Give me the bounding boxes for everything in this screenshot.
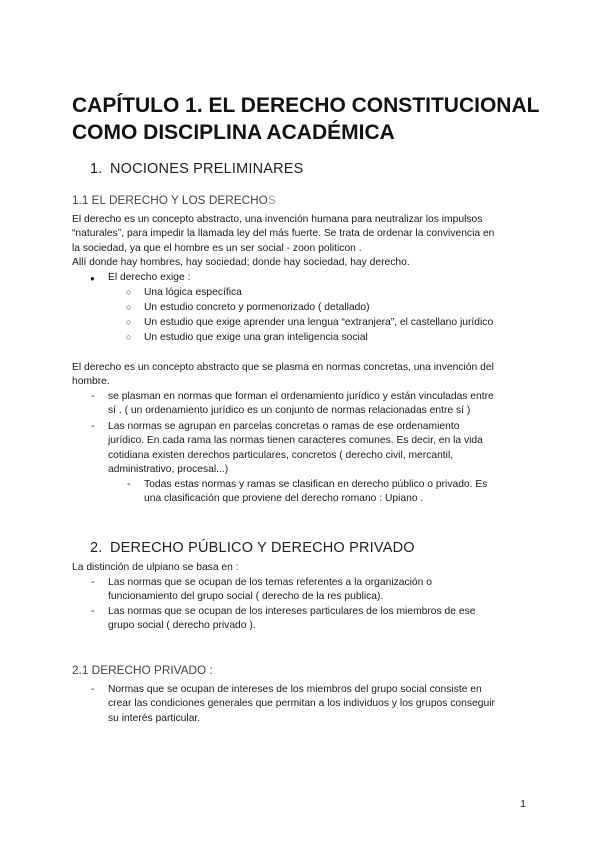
norms-item-1-line: se plasman en normas que forman el ordenamiento jurídico y están vinculadas entre	[108, 391, 494, 402]
classification-line: una clasificación que proviene del derecho romano : Upiano .	[144, 493, 424, 505]
exige-item: Un estudio que exige aprender una lengua “extranjera”, el castellano jurídico	[144, 317, 494, 328]
norms-item-2-line: jurídico. En cada rama las normas tienen caracteres comunes. Es decir, en la vida	[108, 435, 483, 447]
subsection-1-1-title-tail: S	[267, 193, 276, 207]
intro-line: la sociedad, ya que el hombre es un ser social - zoon politicon .	[72, 242, 362, 254]
abstract-paragraph	[72, 361, 534, 390]
norms-item-1-line: sí . ( un ordenamiento jurídico es un conjunto de normas relacionadas entre sí )	[108, 405, 471, 417]
private-law-definition-line: su interés particular.	[108, 712, 201, 724]
subsection-2-1-heading: 2.1 DERECHO PRIVADO :	[72, 663, 213, 677]
private-law-item	[108, 605, 538, 634]
subsection-1-1-title: 1.1 EL DERECHO Y LOS DERECHO	[72, 193, 268, 207]
norms-item-2-line: Las normas se agrupan en parcelas concretas o ramas de ese ordenamiento	[108, 421, 460, 432]
private-law-definition-item	[108, 683, 538, 726]
private-law-definition-line: crear las condiciones generales que permitan a los individuos y los grupos conseguir	[108, 698, 495, 710]
intro-line: El derecho es un concepto abstracto, una invención humana para neutralizar los impulsos	[72, 214, 483, 225]
exige-label: El derecho exige :	[108, 272, 191, 283]
page-number: 1	[520, 798, 526, 810]
private-law-line: Las normas que se ocupan de los intereses particulares de los miembros de ese	[108, 606, 476, 617]
section-2-title: DERECHO PÚBLICO Y DERECHO PRIVADO	[110, 540, 415, 556]
norms-item-2	[108, 420, 538, 478]
public-law-item	[108, 576, 538, 605]
norms-item-2-line: cotidiana existen derechos particulares, concretos ( derecho civil, mercantil,	[108, 449, 454, 461]
dash-marker: -	[91, 577, 95, 588]
sub-bullet-marker: ○	[126, 317, 132, 327]
sub-bullet-marker: ○	[126, 287, 132, 297]
section-1-number: 1.	[90, 161, 103, 177]
sub-bullet-marker: ○	[126, 302, 132, 312]
private-law-definition-line: Normas que se ocupan de intereses de los miembros del grupo social consiste en	[108, 684, 482, 695]
dash-marker: -	[127, 479, 131, 490]
public-law-line: Las normas que se ocupan de los temas referentes a la organización o	[108, 577, 432, 588]
intro-line: “naturales”, para impedir la llamada ley del más fuerte. Se trata de ordenar la convivencia en	[72, 228, 495, 240]
dash-marker: -	[91, 684, 95, 695]
section-2-heading	[90, 540, 415, 556]
classification-line: Todas estas normas y ramas se clasifican en derecho público o privado. Es	[144, 479, 488, 490]
abstract-line: hombre.	[72, 376, 110, 388]
classification-item	[144, 478, 538, 507]
sub-bullet-marker: ○	[126, 332, 132, 342]
section-1-heading	[90, 161, 304, 177]
exige-item: Un estudio concreto y pormenorizado ( detallado)	[144, 302, 370, 313]
dash-marker: -	[91, 606, 95, 617]
dash-marker: -	[91, 391, 95, 402]
section-2-number: 2.	[90, 540, 103, 556]
dash-marker: -	[91, 421, 95, 432]
abstract-line: El derecho es un concepto abstracto que se plasma en normas concretas, una invención del	[72, 362, 494, 373]
bullet-marker: ●	[90, 274, 95, 283]
intro-line: Allí donde hay hombres, hay sociedad; donde hay sociedad, hay derecho.	[72, 257, 410, 269]
intro-paragraph	[72, 213, 534, 271]
subsection-1-1-heading	[72, 193, 276, 207]
norms-item-2-line: administrativo, procesal...)	[108, 464, 229, 476]
exige-item: Una lógica específica	[144, 287, 242, 298]
exige-item: Un estudio que exige una gran inteligencia social	[144, 332, 368, 343]
norms-item-1	[108, 390, 538, 419]
private-law-line: grupo social ( derecho privado ).	[108, 620, 256, 632]
section-1-title: NOCIONES PRELIMINARES	[110, 161, 304, 177]
chapter-title: CAPÍTULO 1. EL DERECHO CONSTITUCIONAL COMO DISCIPLINA ACADÉMICA	[72, 94, 540, 144]
ulpiano-paragraph: La distinción de ulpiano se basa en :	[72, 562, 239, 573]
public-law-line: funcionamiento del grupo social ( derecho de la res publica).	[108, 591, 384, 603]
